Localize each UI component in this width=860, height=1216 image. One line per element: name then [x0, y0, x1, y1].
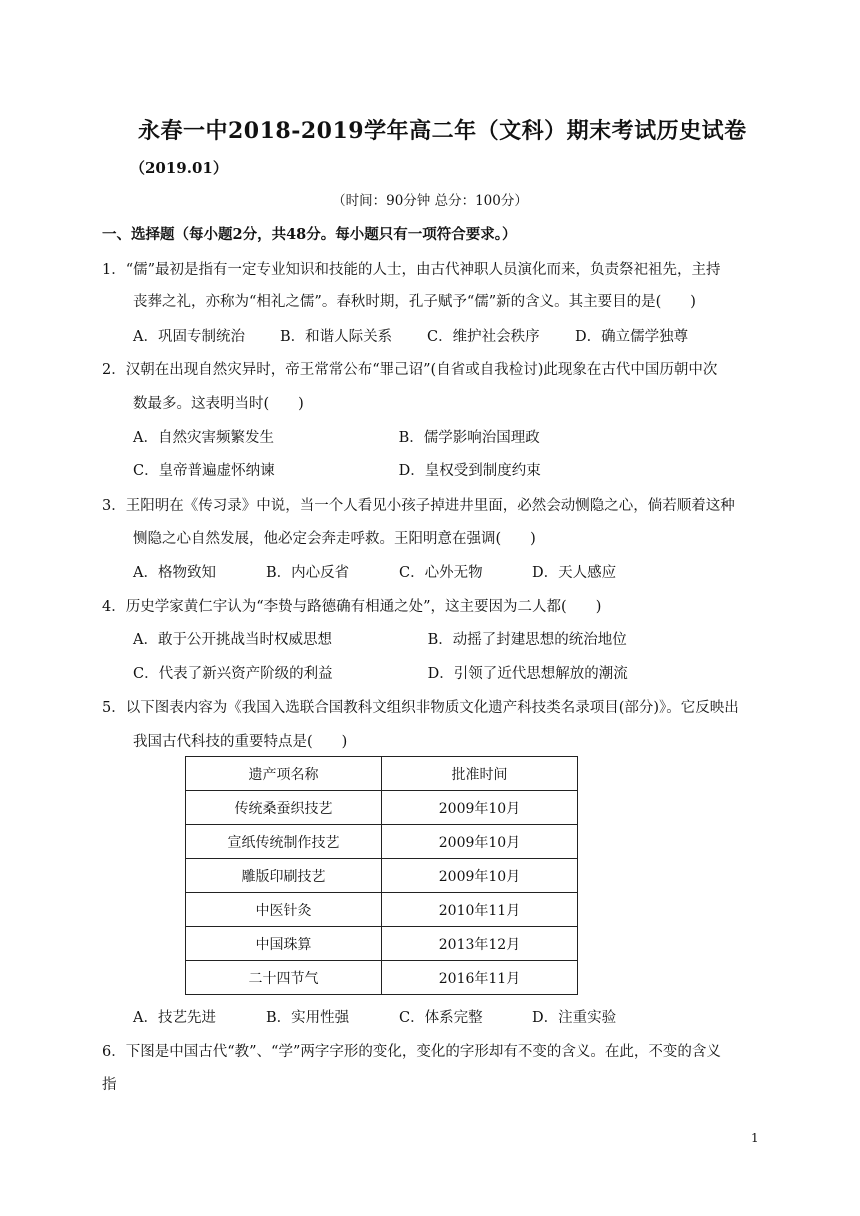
exam-date: （2019.01）	[130, 159, 228, 177]
option-c: C．代表了新兴资产阶级的利益	[133, 666, 333, 682]
question-5-text: 5．以下图表内容为《我国入选联合国教科文组织非物质文化遗产科技类名录项目(部分)》。它反映出	[102, 700, 739, 716]
option-c: C．心外无物	[399, 565, 483, 581]
option-b: B．内心反省	[266, 565, 350, 581]
question-4-options-row2	[133, 662, 628, 683]
question-3-options	[133, 561, 616, 582]
approval-date-cell: 2009年10月	[382, 859, 578, 893]
table-row	[186, 927, 578, 961]
table-row	[186, 791, 578, 825]
heritage-name-cell: 二十四节气	[186, 961, 382, 995]
question-2-text-cont: 数最多。这表明当时( )	[133, 396, 304, 412]
approval-date-cell: 2013年12月	[382, 927, 578, 961]
question-4-options-row1	[133, 628, 627, 649]
option-c: C．体系完整	[399, 1010, 483, 1026]
table-row	[186, 893, 578, 927]
option-c: C．皇帝普遍虚怀纳谏	[133, 463, 275, 479]
question-3-text: 3．王阳明在《传习录》中说，当一个人看见小孩子掉进井里面，必然会动恻隐之心，倘若顺着这种	[102, 498, 735, 514]
option-a: A．自然灾害频繁发生	[133, 430, 274, 446]
table-row	[186, 825, 578, 859]
table-row	[186, 859, 578, 893]
option-a: A．格物致知	[133, 565, 216, 581]
question-2-options-row2	[133, 459, 541, 480]
approval-date-cell: 2016年11月	[382, 961, 578, 995]
exam-title: 永春一中2018-2019学年高二年（文科）期末考试历史试卷	[138, 118, 747, 144]
approval-date-cell: 2009年10月	[382, 825, 578, 859]
option-d: D．引领了近代思想解放的潮流	[427, 666, 628, 682]
heritage-name-cell: 传统桑蚕织技艺	[186, 791, 382, 825]
option-a: A．敢于公开挑战当时权威思想	[133, 632, 332, 648]
option-a: A．技艺先进	[133, 1010, 216, 1026]
question-3-text-cont: 恻隐之心自然发展，他必定会奔走呼救。王阳明意在强调( )	[133, 531, 536, 547]
question-1-text: 1．“儒”最初是指有一定专业知识和技能的人士，由古代神职人员演化而来，负责祭祀祖先，主持	[102, 262, 721, 278]
option-d: D．注重实验	[532, 1010, 617, 1026]
question-1-options	[133, 325, 688, 346]
option-a: A．巩固专制统治	[133, 329, 245, 345]
approval-date-cell: 2010年11月	[382, 893, 578, 927]
column-header-date: 批准时间	[382, 757, 578, 791]
option-c: C．维护社会秩序	[427, 329, 540, 345]
heritage-name-cell: 雕版印刷技艺	[186, 859, 382, 893]
page-number: 1	[751, 1131, 759, 1145]
question-5-text-cont: 我国古代科技的重要特点是( )	[133, 734, 348, 750]
option-d: D．确立儒学独尊	[575, 329, 689, 345]
option-d: D．天人感应	[532, 565, 617, 581]
table-header-row	[186, 757, 578, 791]
heritage-name-cell: 宣纸传统制作技艺	[186, 825, 382, 859]
column-header-name: 遗产项名称	[186, 757, 382, 791]
question-6-text: 6．下图是中国古代“教”、“学”两字字形的变化，变化的字形却有不变的含义。在此，不变的含义	[102, 1044, 721, 1060]
option-b: B．和谐人际关系	[280, 329, 393, 345]
question-4-text: 4．历史学家黄仁宇认为“李贽与路德确有相通之处”，这主要因为二人都( )	[102, 599, 602, 615]
question-1-text-cont: 丧葬之礼，亦称为“相礼之儒”。春秋时期，孔子赋予“儒”新的含义。其主要目的是( )	[133, 294, 696, 310]
heritage-name-cell: 中国珠算	[186, 927, 382, 961]
table-row	[186, 961, 578, 995]
option-b: B．实用性强	[266, 1010, 350, 1026]
question-2-options-row1	[133, 426, 540, 447]
option-b: B．儒学影响治国理政	[398, 430, 540, 446]
option-d: D．皇权受到制度约束	[398, 463, 541, 479]
approval-date-cell: 2009年10月	[382, 791, 578, 825]
section-heading: 一、选择题（每小题2分，共48分。每小题只有一项符合要求。）	[102, 226, 517, 243]
question-2-text: 2．汉朝在出现自然灾异时，帝王常常公布“罪己诏”(自省或自我检讨)此现象在古代中国历朝中次	[102, 362, 718, 378]
heritage-name-cell: 中医针灸	[186, 893, 382, 927]
option-b: B．动摇了封建思想的统治地位	[427, 632, 627, 648]
question-6-text-cont: 指	[102, 1077, 117, 1093]
exam-meta: （时间：90分钟 总分：100分）	[332, 193, 528, 209]
heritage-table	[185, 756, 578, 995]
question-5-options	[133, 1006, 616, 1027]
